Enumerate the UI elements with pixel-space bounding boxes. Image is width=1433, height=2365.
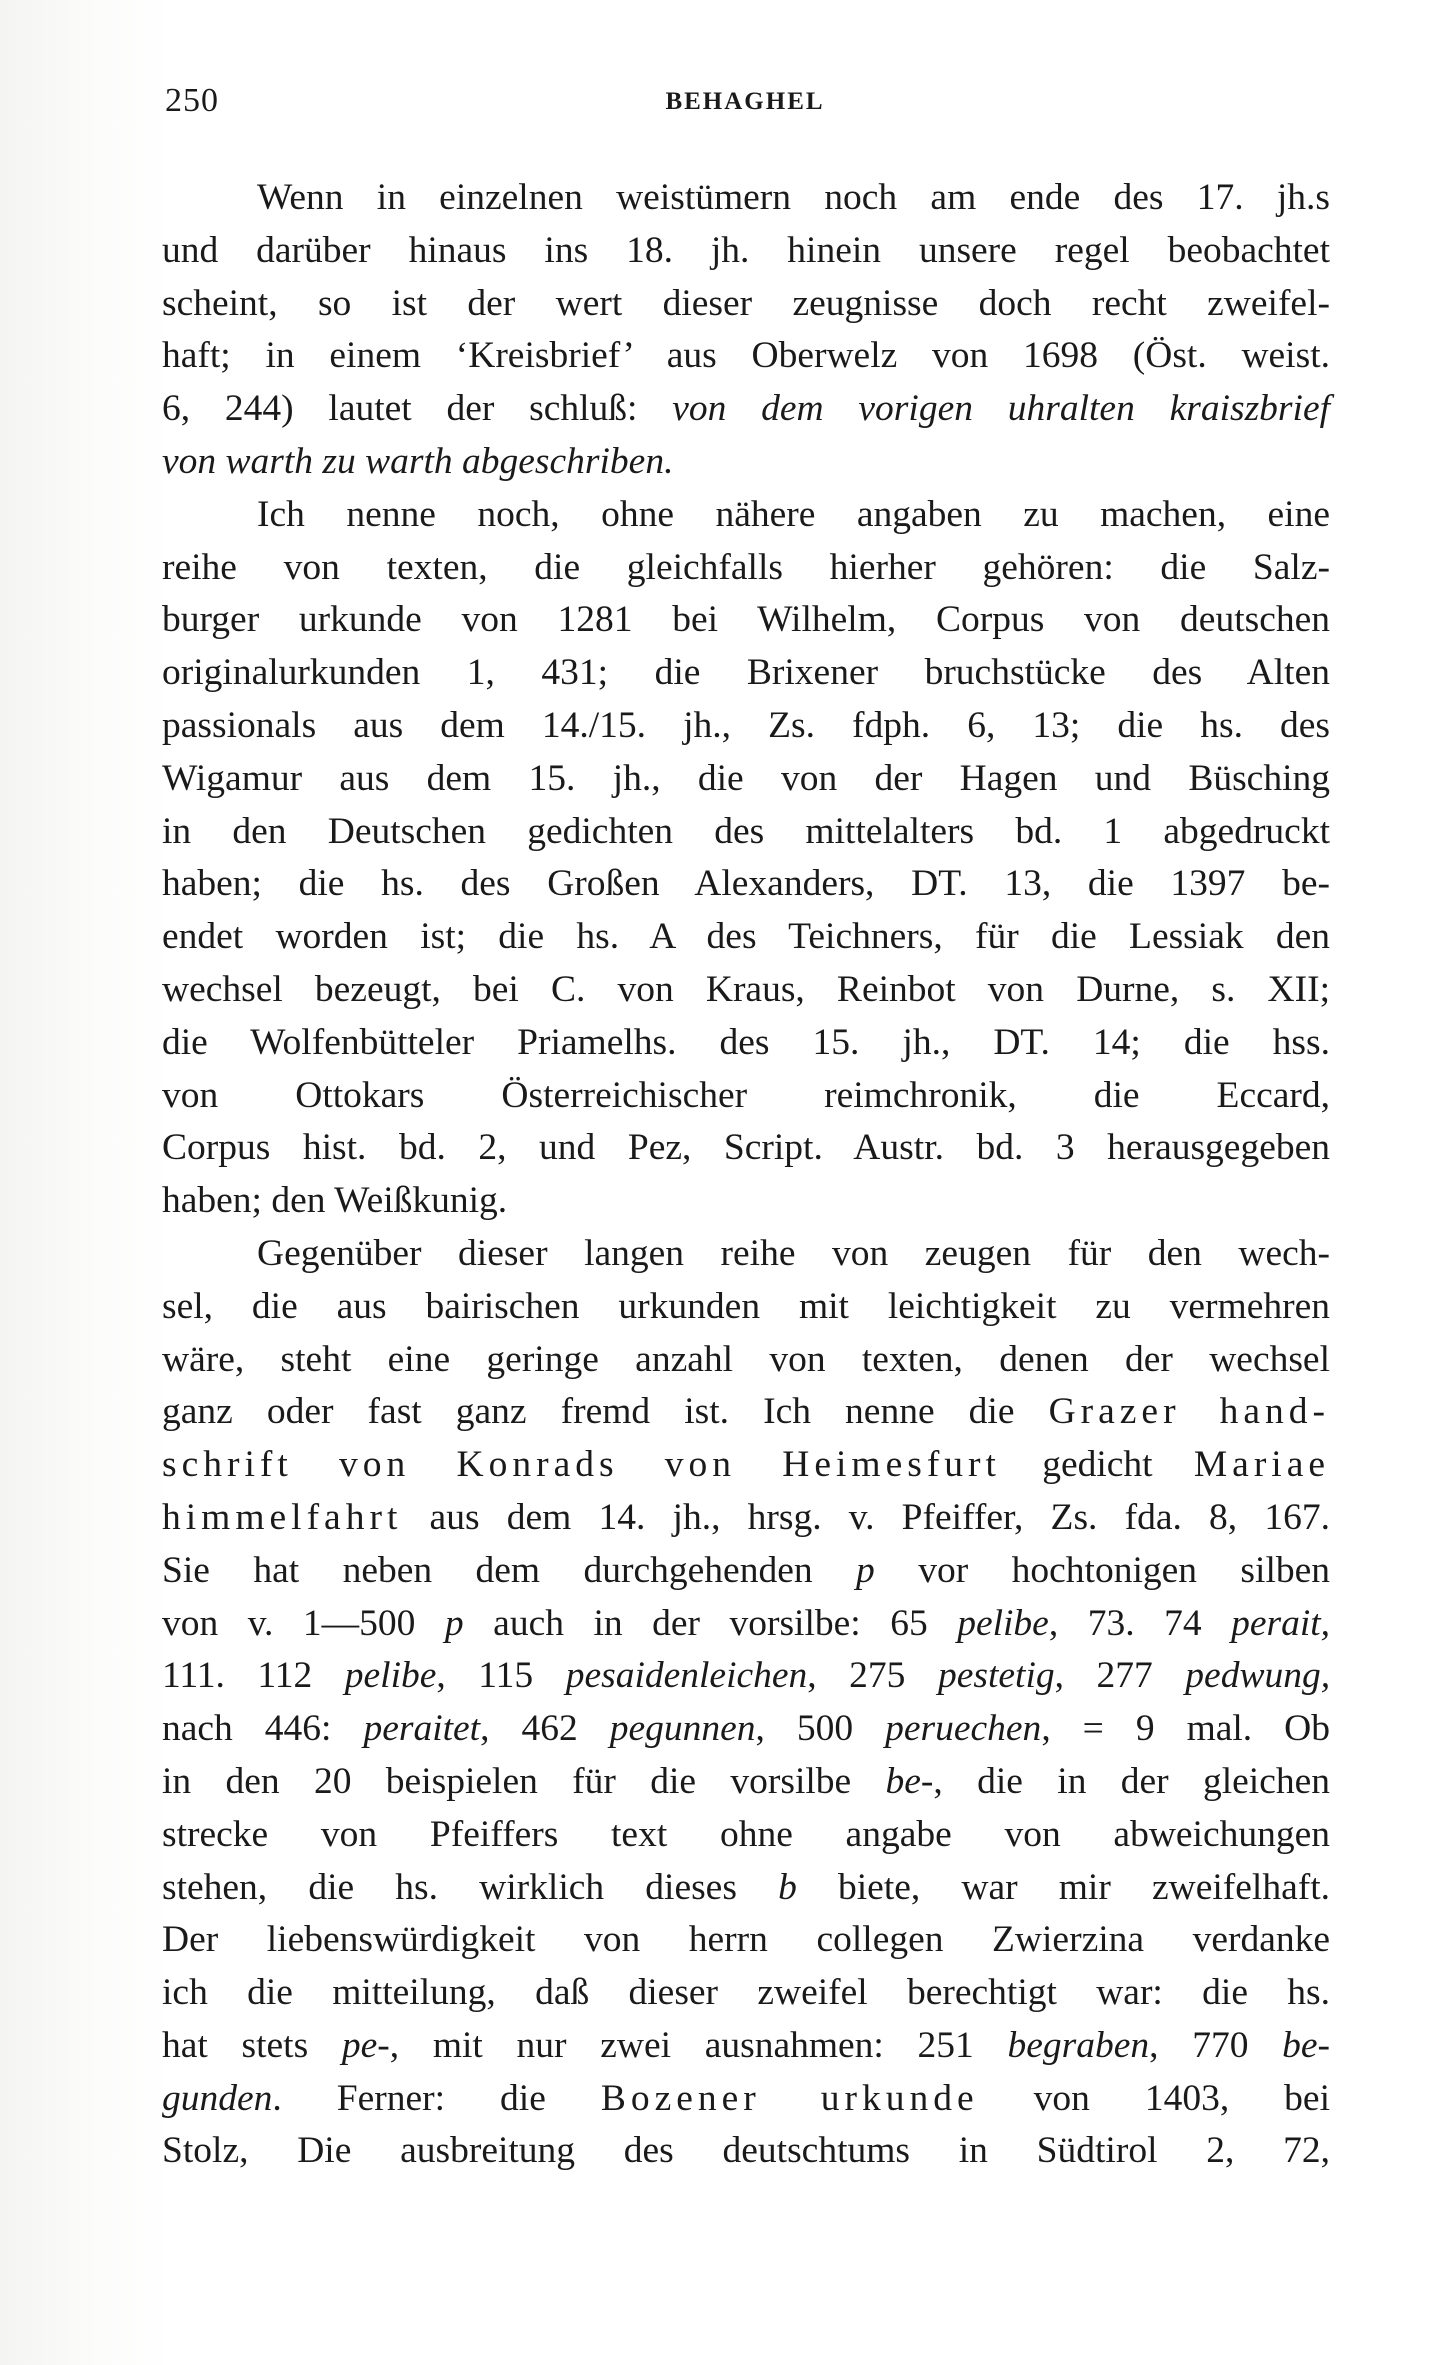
text-line: nach 446: peraitet, 462 pegunnen, 500 peruechen, = 9 mal. Ob <box>162 1708 1331 1750</box>
spaced-text: Grazer hand- <box>1048 1391 1331 1433</box>
text-line: Wenn in einzelnen weistümern noch am ende des 17. jh.s <box>257 177 1330 218</box>
text-line: in den Deutschen gedichten des mittelalters bd. 1 abgedruckt <box>162 810 1330 852</box>
text-line: Ich nenne noch, ohne nähere angaben zu machen, eine <box>257 493 1330 535</box>
text-line: schrift von Konrads von Heimesfurt gedicht Mariae <box>162 1444 1331 1486</box>
page-header <box>165 82 1325 132</box>
running-head: BEHAGHEL <box>665 88 825 115</box>
text-line: 6, 244) lautet der schluß: von dem vorigen uhralten kraiszbrief <box>162 388 1331 430</box>
text-line: scheint, so ist der wert dieser zeugnisse doch recht zweifel- <box>162 282 1330 324</box>
text-line: von v. 1—500 p auch in der vorsilbe: 65 pelibe, 73. 74 perait, <box>162 1602 1331 1644</box>
text-line: sel, die aus bairischen urkunden mit leichtigkeit zu vermehren <box>162 1285 1330 1327</box>
text-line: Sie hat neben dem durchgehenden p vor hochtonigen silben <box>162 1549 1331 1591</box>
body-text <box>162 172 1330 2178</box>
text-line: passionals aus dem 14./15. jh., Zs. fdph. 6, 13; die hs. des <box>162 704 1330 746</box>
text-line: ich die mitteilung, daß dieser zweifel berechtigt war: die hs. <box>162 1972 1330 2014</box>
text-line: haben; die hs. des Großen Alexanders, DT. 13, die 1397 be- <box>162 863 1330 905</box>
text-line: Gegenüber dieser langen reihe von zeugen für den wech- <box>257 1232 1330 1274</box>
text-line: strecke von Pfeiffers text ohne angabe von abweichungen <box>162 1813 1330 1855</box>
text-line: burger urkunde von 1281 bei Wilhelm, Corpus von deutschen <box>162 599 1330 641</box>
text-line: himmelfahrt aus dem 14. jh., hrsg. v. Pfeiffer, Zs. fda. 8, 167. <box>162 1496 1330 1538</box>
text-line: in den 20 beispielen für die vorsilbe be-, die in der gleichen <box>162 1760 1331 1802</box>
text-line: gunden. Ferner: die Bozener urkunde von 1403, bei <box>162 2077 1330 2119</box>
page-number: 250 <box>165 82 219 119</box>
text-line: endet worden ist; die hs. A des Teichners, für die Lessiak den <box>162 916 1330 958</box>
text-line: Der liebenswürdigkeit von herrn collegen Zwierzina verdanke <box>162 1919 1330 1961</box>
text-line: Stolz, Die ausbreitung des deutschtums in Südtirol 2, 72, <box>162 2130 1330 2172</box>
text-line: haben; den Weißkunig. <box>162 1180 508 1222</box>
text-line <box>162 436 1330 489</box>
text-line: reihe von texten, die gleichfalls hierher gehören: die Salz- <box>162 546 1330 588</box>
spaced-text: Bozener urkunde <box>600 2077 979 2119</box>
text-line: die Wolfenbütteler Priamelhs. des 15. jh., DT. 14; die hss. <box>162 1021 1330 1063</box>
text-line: ganz oder fast ganz fremd ist. Ich nenne die Grazer hand- <box>162 1391 1331 1433</box>
text-line: 111. 112 pelibe, 115 pesaidenleichen, 275 pestetig, 277 pedwung, <box>162 1655 1331 1697</box>
text-line: und darüber hinaus ins 18. jh. hinein unsere regel beobachtet <box>162 229 1330 271</box>
text-line: wechsel bezeugt, bei C. von Kraus, Reinbot von Durne, s. XII; <box>162 968 1330 1010</box>
text-line: Corpus hist. bd. 2, und Pez, Script. Austr. bd. 3 herausgegeben <box>162 1127 1330 1169</box>
italic-quote: von dem vorigen uhralten kraiszbrief <box>672 388 1331 430</box>
spaced-text: Mariae <box>1193 1444 1331 1486</box>
text-line: stehen, die hs. wirklich dieses b biete, war mir zweifelhaft. <box>162 1866 1331 1908</box>
spaced-text: himmelfahrt <box>162 1496 403 1538</box>
text-line: Wigamur aus dem 15. jh., die von der Hagen und Büsching <box>162 757 1330 799</box>
text-line: originalurkunden 1, 431; die Brixener bruchstücke des Alten <box>162 652 1330 694</box>
text-line: von Ottokars Österreichischer reimchronik, die Eccard, <box>162 1074 1330 1116</box>
text-line: hat stets pe-, mit nur zwei ausnahmen: 251 begraben, 770 be- <box>162 2024 1331 2066</box>
text-line: haft; in einem ‘Kreisbrief’ aus Oberwelz von 1698 (Öst. weist. <box>162 335 1330 377</box>
text-line: wäre, steht eine geringe anzahl von texten, denen der wechsel <box>162 1338 1330 1380</box>
italic-quote: von warth zu warth abgeschriben. <box>162 440 674 482</box>
spaced-text: schrift von Konrads von Heimesfurt <box>162 1444 1001 1486</box>
